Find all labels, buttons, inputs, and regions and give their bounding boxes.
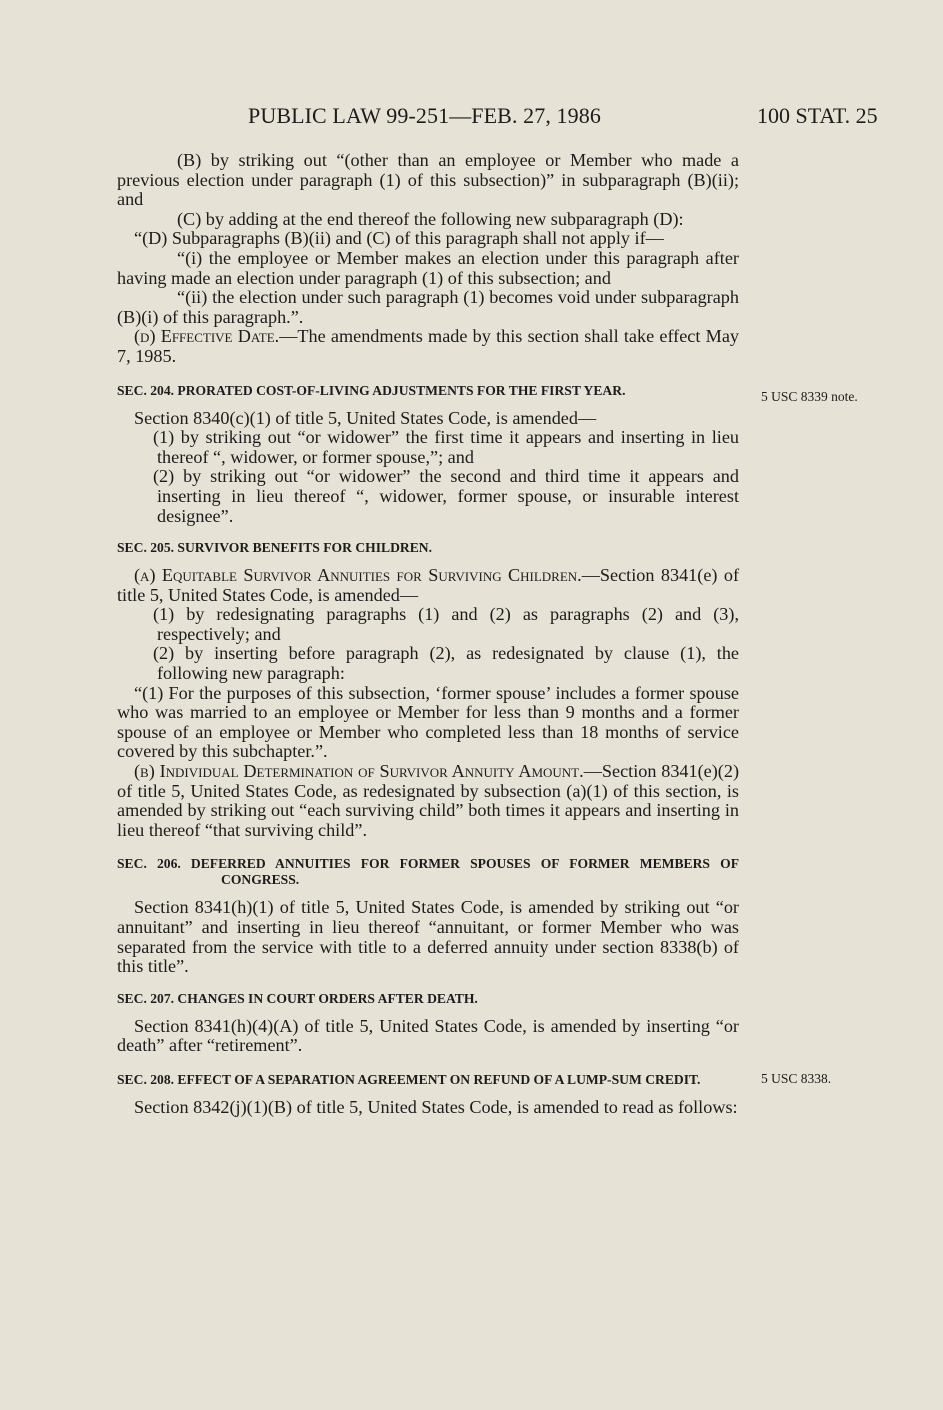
margin-note-citation: 5 USC 8339 note. [761, 389, 858, 404]
paragraph-text: —Section 8341(e)(2) of title 5, United States Code, as redesignated by subsection (a)(1) of this section, is amended by striking out “each surviving child” both times it appears and inserting in lieu thereof “that surviving child”. [117, 761, 739, 840]
paragraph-text: —Section 8341(e) of title 5, United States Code, is amended— [117, 565, 740, 605]
paragraph: (C) by adding at the end thereof the following new subparagraph (D): [177, 208, 684, 229]
paragraph-text: —The amendments made by this section shall take effect May 7, 1985. [117, 326, 739, 366]
section-heading: SEC. 206. DEFERRED ANNUITIES FOR FORMER SPOUSES OF FORMER MEMBERS OF CONGRESS. [117, 856, 739, 888]
subsection-label: (d) Effective Date. [134, 326, 280, 347]
paragraph: (1) by redesignating paragraphs (1) and (2) as paragraphs (2) and (3), respectively; and [153, 604, 739, 644]
section-heading: SEC. 205. SURVIVOR BENEFITS FOR CHILDREN. [117, 540, 432, 556]
section-heading: SEC. 204. PRORATED COST-OF-LIVING ADJUSTMENTS FOR THE FIRST YEAR. [117, 382, 626, 398]
section-heading: SEC. 208. EFFECT OF A SEPARATION AGREEMENT ON REFUND OF A LUMP-SUM CREDIT. [117, 1071, 701, 1087]
paragraph: (2) by striking out “or widower” the second and third time it appears and inserting in lieu thereof “, widower, former spouse, or insurable interest designee”. [153, 466, 739, 526]
paragraph: Section 8341(h)(4)(A) of title 5, United States Code, is amended by inserting “or death” after “retirement”. [117, 1015, 739, 1056]
paragraph: “(1) For the purposes of this subsection, ‘former spouse’ includes a former spouse who was married to an employee or Member for less than 9 months and a former spouse of an employee or Member who completed less than 18 months of service covered by this subchapter.”. [117, 682, 739, 762]
paragraph [117, 762, 739, 840]
paragraph: Section 8341(h)(1) of title 5, United States Code, is amended by striking out “or annuitant” and inserting in lieu thereof “annuitant, or former Member who was separated from the service with title to a deferred annuity under section 8338(b) of this title”. [117, 897, 739, 977]
paragraph: (2) by inserting before paragraph (2), as redesignated by clause (1), the following new paragraph: [153, 643, 739, 684]
subsection-label: (a) Equitable Survivor Annuities for Surviving Children. [134, 565, 582, 586]
paragraph [117, 327, 739, 366]
document-body [117, 151, 739, 1118]
paragraph: “(i) the employee or Member makes an election under this paragraph after having made an election under paragraph (1) of this subsection; and [117, 247, 739, 288]
margin-note-citation: 5 USC 8338. [761, 1071, 832, 1086]
subsection-label: (b) Individual Determination of Survivor Annuity Amount. [134, 761, 584, 782]
section-heading: SEC. 207. CHANGES IN COURT ORDERS AFTER DEATH. [117, 990, 478, 1006]
paragraph [117, 566, 739, 605]
paragraph: “(D) Subparagraphs (B)(ii) and (C) of this paragraph shall not apply if— [134, 228, 664, 249]
page-header-title: PUBLIC LAW 99-251—FEB. 27, 1986 [248, 103, 601, 128]
paragraph: Section 8340(c)(1) of title 5, United States Code, is amended— [134, 407, 597, 428]
page-number: 100 STAT. 25 [757, 103, 878, 128]
paragraph: “(ii) the election under such paragraph (1) becomes void under subparagraph (B)(i) of this paragraph.”. [117, 287, 739, 327]
paragraph: (B) by striking out “(other than an employee or Member who made a previous election under paragraph (1) of this subsection)” in subparagraph (B)(ii); and [117, 150, 739, 210]
paragraph: (1) by striking out “or widower” the first time it appears and inserting in lieu thereof “, widower, or former spouse,”; and [153, 427, 739, 467]
paragraph: Section 8342(j)(1)(B) of title 5, United States Code, is amended to read as follows: [134, 1096, 738, 1117]
